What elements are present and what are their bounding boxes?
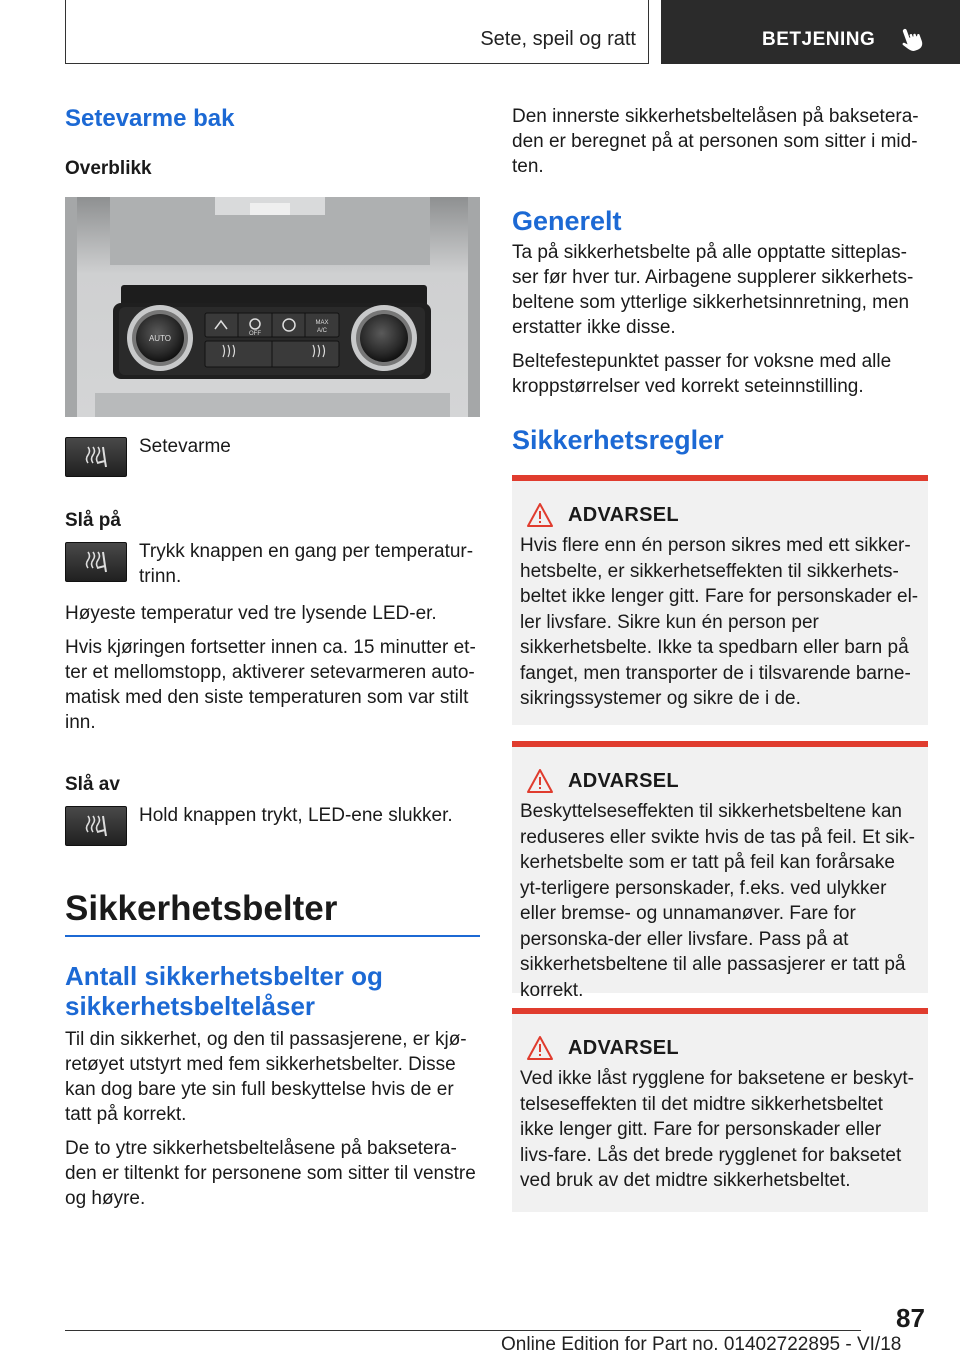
heading-overblikk: Overblikk [65,158,152,179]
warning-box-2 [512,741,928,1001]
warning-text: Beskyttelseseffekten til sikkerhetsbeltene kan reduseres eller svikte hvis de tas på feil. Et sik‐kerhetsbelte som er tatt på feil kan forårsake yt‐terligere personskader, f.eks. ved ulykker eller bremse- og unnamanøver. Fare for personska‐der eller livsfare. Pass på at sikkerhetsbeltene til alle passasjerer er tatt på korrekt. [520,801,915,1001]
seat-heating-icon [83,445,109,469]
warning-box-1 [512,475,928,725]
warning-triangle-icon [526,768,554,794]
warning-label: ADVARSEL [568,1036,679,1059]
header-section-title: Sete, speil og ratt [480,28,636,50]
warning-header [520,1033,920,1063]
warning-text: Ved ikke låst rygglene for baksetene er beskyt‐telseseffekten til det midtre sikkerhetsbeltet ikke lenger gitt. Fare for personskader eller livs‐fare. Lås det brede rygglenet for baksetet ved bruk av det midtre sikkerhetsbeltet. [520,1068,914,1191]
max-label: MAX [315,320,329,326]
hand-pointer-icon [897,24,927,54]
footer-rule [65,1330,861,1331]
paragraph-beltefeste: Beltefestepunktet passer for voksne med alle kroppstørrelser ved korrekt seteinnstilling. [512,351,892,397]
warning-header [520,766,920,796]
setevarme-label: Setevarme [139,436,231,457]
left-column [65,100,480,1211]
paragraph-hvis-kjoringen: Hvis kjøringen fortsetter innen ca. 15 minutter et‐ter et mellomstopp, aktiverer setevarmeren auto‐matisk med den siste temperaturen som var stilt inn. [65,637,476,733]
paragraph-innerste: Den innerste sikkerhetsbeltelåsen på baksetera‐den er beregnet på at personen som sitter i mid‐ten. [512,106,919,177]
heading-generelt: Generelt [512,206,622,236]
warning-label: ADVARSEL [568,503,679,526]
paragraph-ta-pa: Ta på sikkerhetsbelte på alle opptatte sitteplas‐ser før hver tur. Airbagene supplerer sikkerhets‐beltene som ytterlige sikkerhetsinnretning, men erstatter ikke disse. [512,242,914,338]
heading-setevarme-bak: Setevarme bak [65,105,235,132]
seat-heating-button-image [65,806,127,846]
heading-sikkerhetsbelter: Sikkerhetsbelter [65,889,338,928]
header-chapter-tab [661,0,960,64]
warning-triangle-icon [526,1035,554,1061]
footer-edition: Online Edition for Part no. 01402722895 - VI/18 [501,1334,902,1355]
seat-heating-button-image [65,542,127,582]
sla-pa-row [65,542,480,589]
warning-box-3 [512,1008,928,1212]
heading-sikkerhetsregler: Sikkerhetsregler [512,425,724,455]
sla-pa-text: Trykk knappen en gang per temperatur‐trinn. [139,541,474,587]
heading-sla-av: Slå av [65,774,120,795]
warning-triangle-icon [526,502,554,528]
sla-av-text: Hold knappen trykt, LED-ene slukker. [139,805,453,826]
ac-label: A/C [316,328,328,334]
paragraph-hoyeste: Høyeste temperatur ved tre lysende LED-er. [65,603,437,624]
heading-rule [65,935,480,937]
header-section-tab [65,0,649,64]
setevarme-row [65,437,480,477]
seat-heating-icon [83,550,109,574]
right-column [512,100,928,1212]
heading-sla-pa: Slå på [65,510,121,531]
paragraph-de-to: De to ytre sikkerhetsbeltelåsene på baksetera‐den er tiltenkt for personene som sitter til venstre og høyre. [65,1138,476,1209]
paragraph-til-din: Til din sikkerhet, og den til passasjerene, er kjø‐retøyet utstyrt med fem sikkerhetsbelter. Disse kan dog bare yte sin full beskyttelse hvis de er tatt på korrekt. [65,1029,467,1125]
header-chapter-title: BETJENING [762,29,876,50]
sla-av-row [65,806,480,846]
rear-climate-panel-photo [65,197,480,417]
auto-label: AUTO [148,334,172,343]
warning-header [520,500,920,530]
warning-label: ADVARSEL [568,769,679,792]
climate-panel-illustration [65,197,480,417]
heading-antall: Antall sikkerhetsbelter og sikkerhetsbeltelåser [65,961,383,1021]
seat-heating-button-image [65,437,127,477]
warning-text: Hvis flere enn én person sikres med ett sikker‐hetsbelte, er sikkerhetseffekten til sikkerhets‐beltet ikke lenger gitt. Fare for personskader el‐ler livsfare. Sikre kun én person per sikkerhetsbelte. Ikke ta spedbarn eller barn på fanget, men transporter de i tilsvarende barne‐sikringssystemer og sikre de i de. [520,535,919,709]
page-number: 87 [896,1303,925,1333]
seat-heating-icon [83,814,109,838]
off-label: OFF [249,331,261,337]
